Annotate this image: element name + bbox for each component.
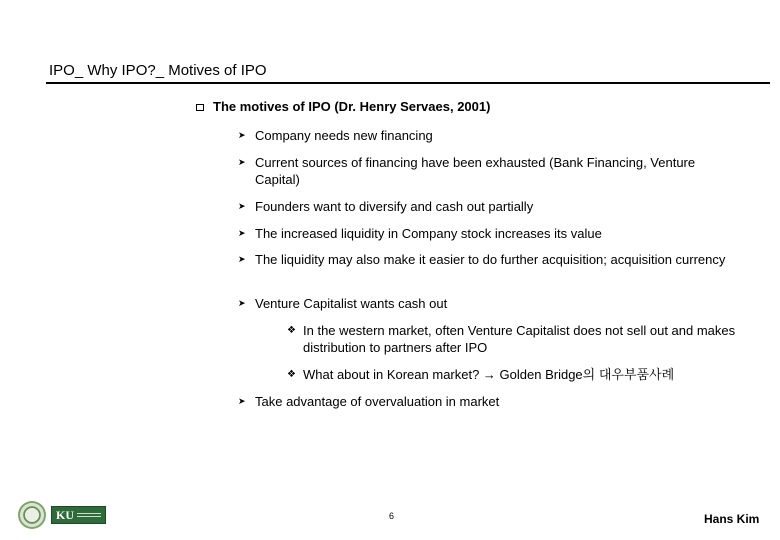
list-item-text: Founders want to diversify and cash out partially [255,199,534,214]
list-item [238,393,738,410]
list-item [238,198,738,215]
arrowhead-bullet-icon: ➤ [238,201,246,211]
sub-list-item-text: In the western market, often Venture Capitalist does not sell out and makes distribution to partners after IPO [303,323,736,355]
list-item [238,225,738,242]
list-item-text: Venture Capitalist wants cash out [255,296,448,311]
list-item [238,154,738,188]
university-seal-icon [18,501,46,529]
arrowhead-bullet-icon: ➤ [238,298,246,308]
logo-wordmark-lines [77,513,101,517]
arrowhead-bullet-icon: ➤ [238,157,246,167]
list-item-text: Take advantage of overvaluation in market [255,394,500,409]
list-item [238,295,738,312]
sub-list-item [287,366,747,383]
arrowhead-bullet-icon: ➤ [238,228,246,238]
sub-list-item [287,322,747,356]
list-item [238,251,738,268]
sub-list-item-text: What about in Korean market? → Golden Bridge의 대우부품사례 [303,367,675,382]
list-item [238,127,738,144]
arrowhead-bullet-icon: ➤ [238,130,246,140]
ku-logo-text: KU [56,508,74,522]
slide-title: IPO_ Why IPO?_ Motives of IPO [49,62,267,79]
author-name: Hans Kim [704,512,760,526]
hollow-square-bullet-icon [196,104,204,111]
diamond-bullet-icon: ❖ [287,325,296,336]
university-logo [18,500,110,530]
list-item-text: The liquidity may also make it easier to do further acquisition; acquisition currency [255,252,726,267]
page-number: 6 [389,511,395,521]
arrowhead-bullet-icon: ➤ [238,396,246,406]
main-bullet-text: The motives of IPO (Dr. Henry Servaes, 2001) [213,99,491,114]
arrowhead-bullet-icon: ➤ [238,254,246,264]
ku-badge [51,506,106,524]
list-item-text: Company needs new financing [255,128,433,143]
title-divider [46,82,770,84]
list-item-text: The increased liquidity in Company stock increases its value [255,226,602,241]
main-bullet [196,99,490,115]
list-item-text: Current sources of financing have been exhausted (Bank Financing, Venture Capital) [255,155,696,187]
diamond-bullet-icon: ❖ [287,369,296,380]
